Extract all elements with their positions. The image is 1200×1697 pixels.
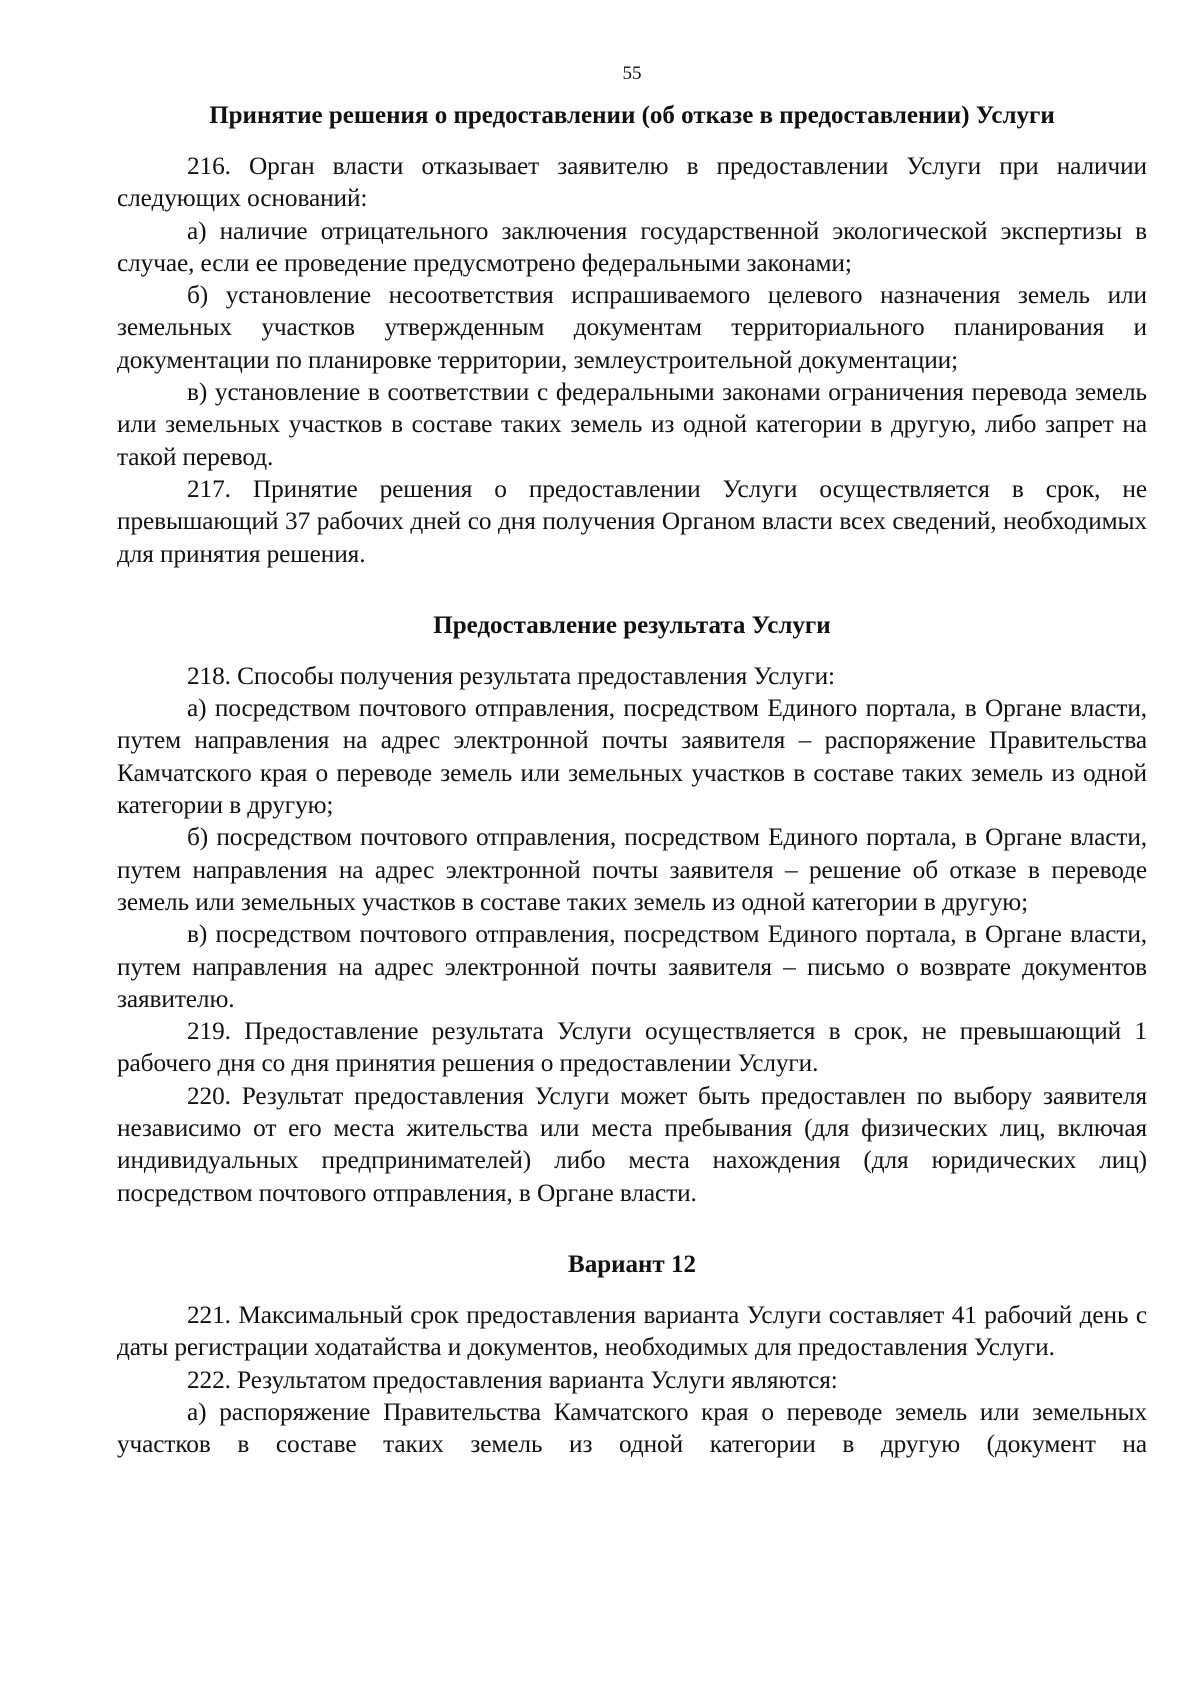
paragraph-217: 217. Принятие решения о предоставлении Услуги осуществляется в срок, не превышающий 37 рабочих дней со дня получения Органом власти всех сведений, необходимых для принятия решения. (117, 474, 1147, 568)
section-heading-decision: Принятие решения о предоставлении (об отказе в предоставлении) Услуги (209, 102, 1055, 129)
paragraph-216-v: в) установление в соответствии с федеральными законами ограничения перевода земель или земельных участков в составе таких земель из одной категории в другую, либо запрет на такой перевод. (117, 378, 1147, 471)
paragraph-216: 216. Орган власти отказывает заявителю в предоставлении Услуги при наличии следующих оснований: (117, 152, 1147, 213)
paragraph-218-a: а) посредством почтового отправления, посредством Единого портала, в Органе власти, путем направления на адрес электронной почты заявителя – распоряжение Правительства Камчатского края о переводе земель или земельных участков в составе таких земель из одной категории в другую; (117, 694, 1147, 820)
paragraph-218-b: б) посредством почтового отправления, посредством Единого портала, в Органе власти, путем направления на адрес электронной почты заявителя – решение об отказе в переводе земель или земельных участков в составе таких земель из одной категории в другую; (117, 823, 1147, 916)
section-decision (117, 150, 1147, 570)
paragraph-216-b: б) установление несоответствия испрашиваемого целевого назначения земель или земельных участков утвержденным документам территориального планирования и документации по планировке территории, землеустроительной документации; (117, 281, 1147, 374)
paragraph-216-a: а) наличие отрицательного заключения государственной экологической экспертизы в случае, если ее проведение предусмотрено федеральными законами; (117, 216, 1147, 277)
paragraph-221: 221. Максимальный срок предоставления варианта Услуги составляет 41 рабочий день с даты регистрации ходатайства и документов, необходимых для предоставления Услуги. (117, 1300, 1147, 1362)
page-number: 55 (622, 63, 642, 84)
section-result (117, 660, 1147, 1209)
paragraph-219: 219. Предоставление результата Услуги осуществляется в срок, не превышающий 1 рабочего дня со дня принятия решения о предоставлении Услуги. (117, 1017, 1147, 1078)
section-heading-variant-12: Вариант 12 (568, 1250, 696, 1278)
section-heading-result: Предоставление результата Услуги (433, 611, 831, 639)
paragraph-218-v: в) посредством почтового отправления, посредством Единого портала, в Органе власти, путем направления на адрес электронной почты заявителя – письмо о возврате документов заявителю. (117, 920, 1147, 1013)
document-page (117, 62, 1147, 1460)
paragraph-222-a: а) распоряжение Правительства Камчатского края о переводе земель или земельных участков в составе таких земель из одной категории в другую (документ на (117, 1397, 1147, 1459)
paragraph-222: 222. Результатом предоставления варианта Услуги являются: (187, 1365, 838, 1394)
paragraph-218: 218. Способы получения результата предоставления Услуги: (187, 661, 835, 690)
section-variant-12 (117, 1299, 1147, 1460)
paragraph-220: 220. Результат предоставления Услуги может быть предоставлен по выбору заявителя независимо от его места жительства или места пребывания (для физических лиц, включая индивидуальных предпринимателей) либо места нахождения (для юридических лиц) посредством почтового отправления, в Органе власти. (117, 1081, 1147, 1207)
